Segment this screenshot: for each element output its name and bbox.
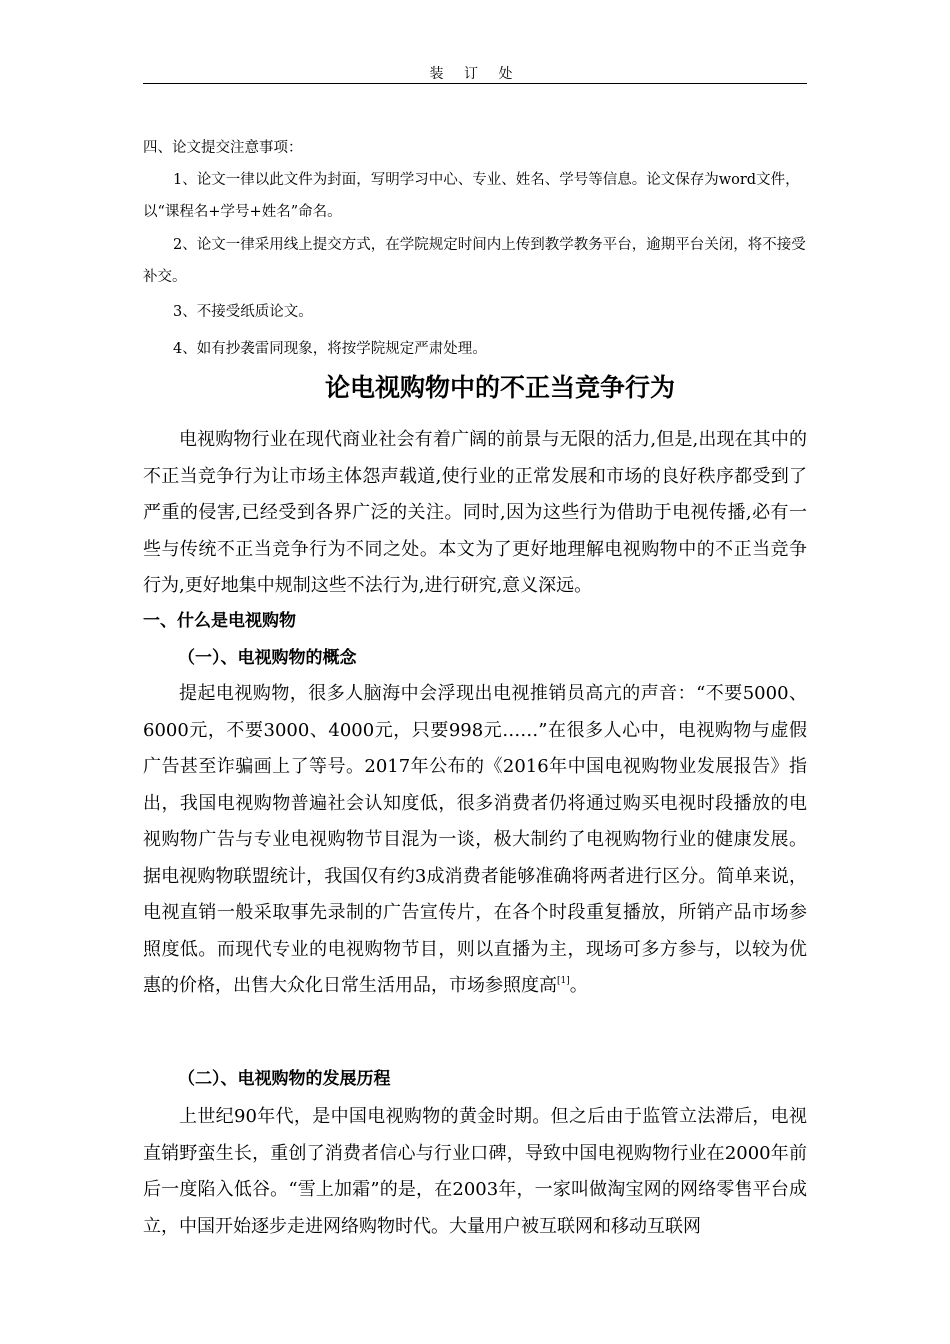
notice-item: 1、论文一律以此文件为封面，写明学习中心、专业、姓名、学号等信息。论文保存为word文件，以“课程名+学号+姓名”命名。 <box>143 172 800 220</box>
binding-label: 装 订 处 <box>429 66 521 82</box>
concept-paragraph <box>143 676 807 1005</box>
history-paragraph: 上世纪90年代，是中国电视购物的黄金时期。但之后由于监管立法滞后，电视直销野蛮生长，重创了消费者信心与行业口碑，导致中国电视购物行业在2000年前后一度陷入低谷。“雪上加霜”的是，在2003年，一家叫做淘宝网的网络零售平台成立，中国开始逐步走进网络购物时代。大量用户被互联网和移动互联网 <box>143 1106 807 1237</box>
intro-paragraph: 电视购物行业在现代商业社会有着广阔的前景与无限的活力,但是,出现在其中的不正当竞争行为让市场主体怨声载道,使行业的正常发展和市场的良好秩序都受到了严重的侵害,已经受到各界广泛的关注。同时,因为这些行为借助于电视传播,必有一些与传统不正当竞争行为不同之处。本文为了更好地理解电视购物中的不正当竞争行为,更好地集中规制这些不法行为,进行研究,意义深远。 <box>143 429 807 596</box>
notice-item: 3、不接受纸质论文。 <box>173 304 313 320</box>
concept-paragraph-text: 提起电视购物，很多人脑海中会浮现出电视推销员高亢的声音：“不要5000、6000元，不要3000、4000元，只要998元……”在很多人心中，电视购物与虚假广告甚至诈骗画上了等号。2017年公布的《2016年中国电视购物业发展报告》指出，我国电视购物普遍社会认知度低，很多消费者仍将通过购买电视时段播放的电视购物广告与专业电视购物节目混为一谈，极大制约了电视购物行业的健康发展。据电视购物联盟统计，我国仅有约3成消费者能够准确将两者进行区分。简单来说，电视直销一般采取事先录制的广告宣传片，在各个时段重复播放，所销产品市场参照度低。而现代专业的电视购物节目，则以直播为主，现场可多方参与，以较为优惠的价格，出售大众化日常生活用品，市场参照度高 <box>143 683 807 996</box>
notice-item: 4、如有抄袭雷同现象，将按学院规定严肃处理。 <box>173 341 487 357</box>
concept-paragraph-end: 。 <box>569 975 588 996</box>
paper-title: 论电视购物中的不正当竞争行为 <box>324 373 675 402</box>
subsection-heading: （一）、电视购物的概念 <box>178 648 357 668</box>
citation-reference[interactable]: [1] <box>557 976 570 986</box>
notice-item: 2、论文一律采用线上提交方式，在学院规定时间内上传到教学教务平台，逾期平台关闭，将不接受补交。 <box>143 237 806 285</box>
subsection-heading: （二）、电视购物的发展历程 <box>178 1069 391 1089</box>
binding-rule <box>143 83 807 84</box>
notice-heading: 四、论文提交注意事项： <box>143 140 303 156</box>
section-heading: 一、什么是电视购物 <box>143 611 296 631</box>
